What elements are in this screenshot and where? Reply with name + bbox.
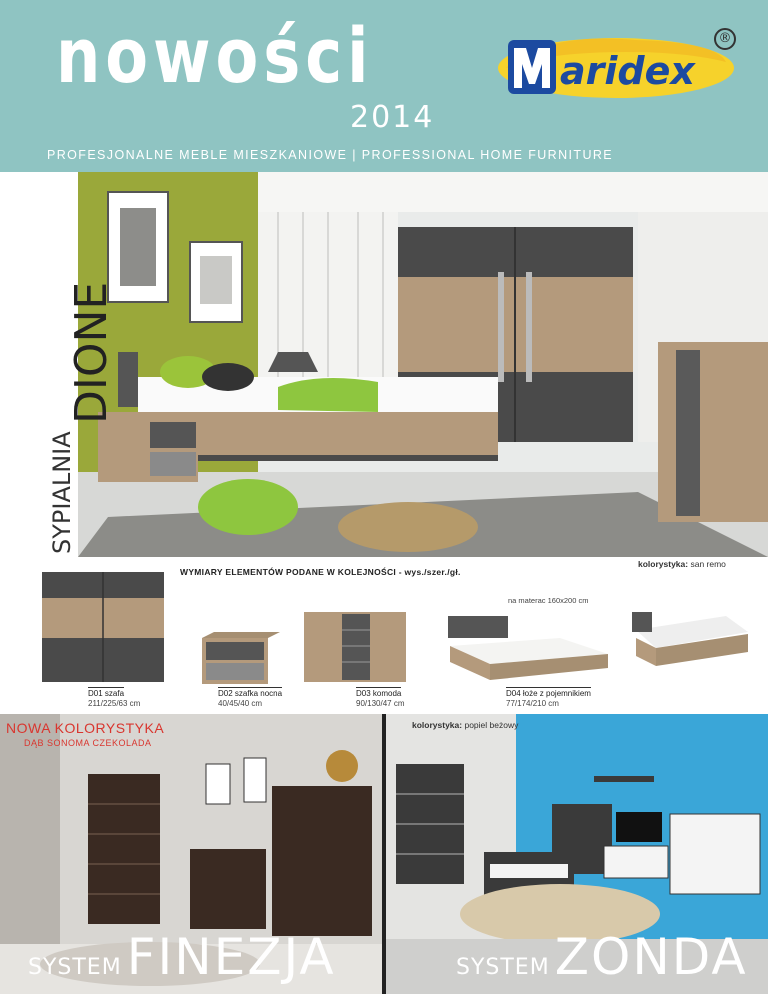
system-finezja-label <box>28 928 336 986</box>
new-colors-subheading: DĄB SONOMA CZEKOLADA <box>24 738 152 748</box>
system-word: SYSTEM <box>28 955 122 980</box>
system-word: SYSTEM <box>456 955 550 980</box>
colour-value: popiel beżowy <box>464 720 519 730</box>
colour-info-bottom <box>412 720 518 730</box>
new-colors-heading: NOWA KOLORYSTYKA <box>6 720 165 736</box>
dimensions-note: WYMIARY ELEMENTÓW PODANE W KOLEJNOŚCI - wys./szer./gł. <box>180 567 461 577</box>
year-label: 2014 <box>350 100 435 135</box>
product-dims: 40/45/40 cm <box>218 699 263 708</box>
registered-mark: ® <box>714 28 736 50</box>
system-zonda-label <box>456 928 748 986</box>
collection-vertical-label <box>48 262 117 562</box>
svg-text:aridex: aridex <box>560 49 695 93</box>
collection-name: DIONE <box>66 281 117 424</box>
tagline: PROFESJONALNE MEBLE MIESZKANIOWE | PROFESSIONAL HOME FURNITURE <box>47 148 614 162</box>
page-title: nowości <box>56 11 374 100</box>
product-dims: 77/174/210 cm <box>506 699 559 708</box>
hero-bedroom-photo <box>78 172 768 557</box>
product-image-nightstand <box>198 628 282 686</box>
product-label <box>506 687 591 709</box>
colour-label: kolorystyka: <box>412 720 463 730</box>
category-label: SYPIALNIA <box>48 431 76 554</box>
colour-label: kolorystyka: <box>638 559 689 569</box>
product-image-dresser <box>300 608 410 686</box>
product-label <box>356 687 404 709</box>
product-dims: 90/130/47 cm <box>356 699 405 708</box>
product-name: D02 szafka nocna <box>218 689 283 698</box>
product-image-bed <box>440 606 612 686</box>
mattress-note: na materac 160x200 cm <box>508 596 589 605</box>
system-name: FINEZJA <box>126 928 336 986</box>
product-image-wardrobe <box>38 568 168 686</box>
product-name: D01 szafa <box>88 689 125 698</box>
brand-logo <box>486 22 734 106</box>
product-dims: 211/225/63 cm <box>88 699 141 708</box>
product-image-bed-open <box>626 608 752 670</box>
system-name: ZONDA <box>554 928 748 986</box>
product-label <box>88 687 140 709</box>
colour-value: san remo <box>690 559 726 569</box>
product-name: D03 komoda <box>356 689 402 698</box>
product-name: D04 łoże z pojemnikiem <box>506 689 591 698</box>
colour-info <box>638 559 726 569</box>
product-label <box>218 687 282 709</box>
